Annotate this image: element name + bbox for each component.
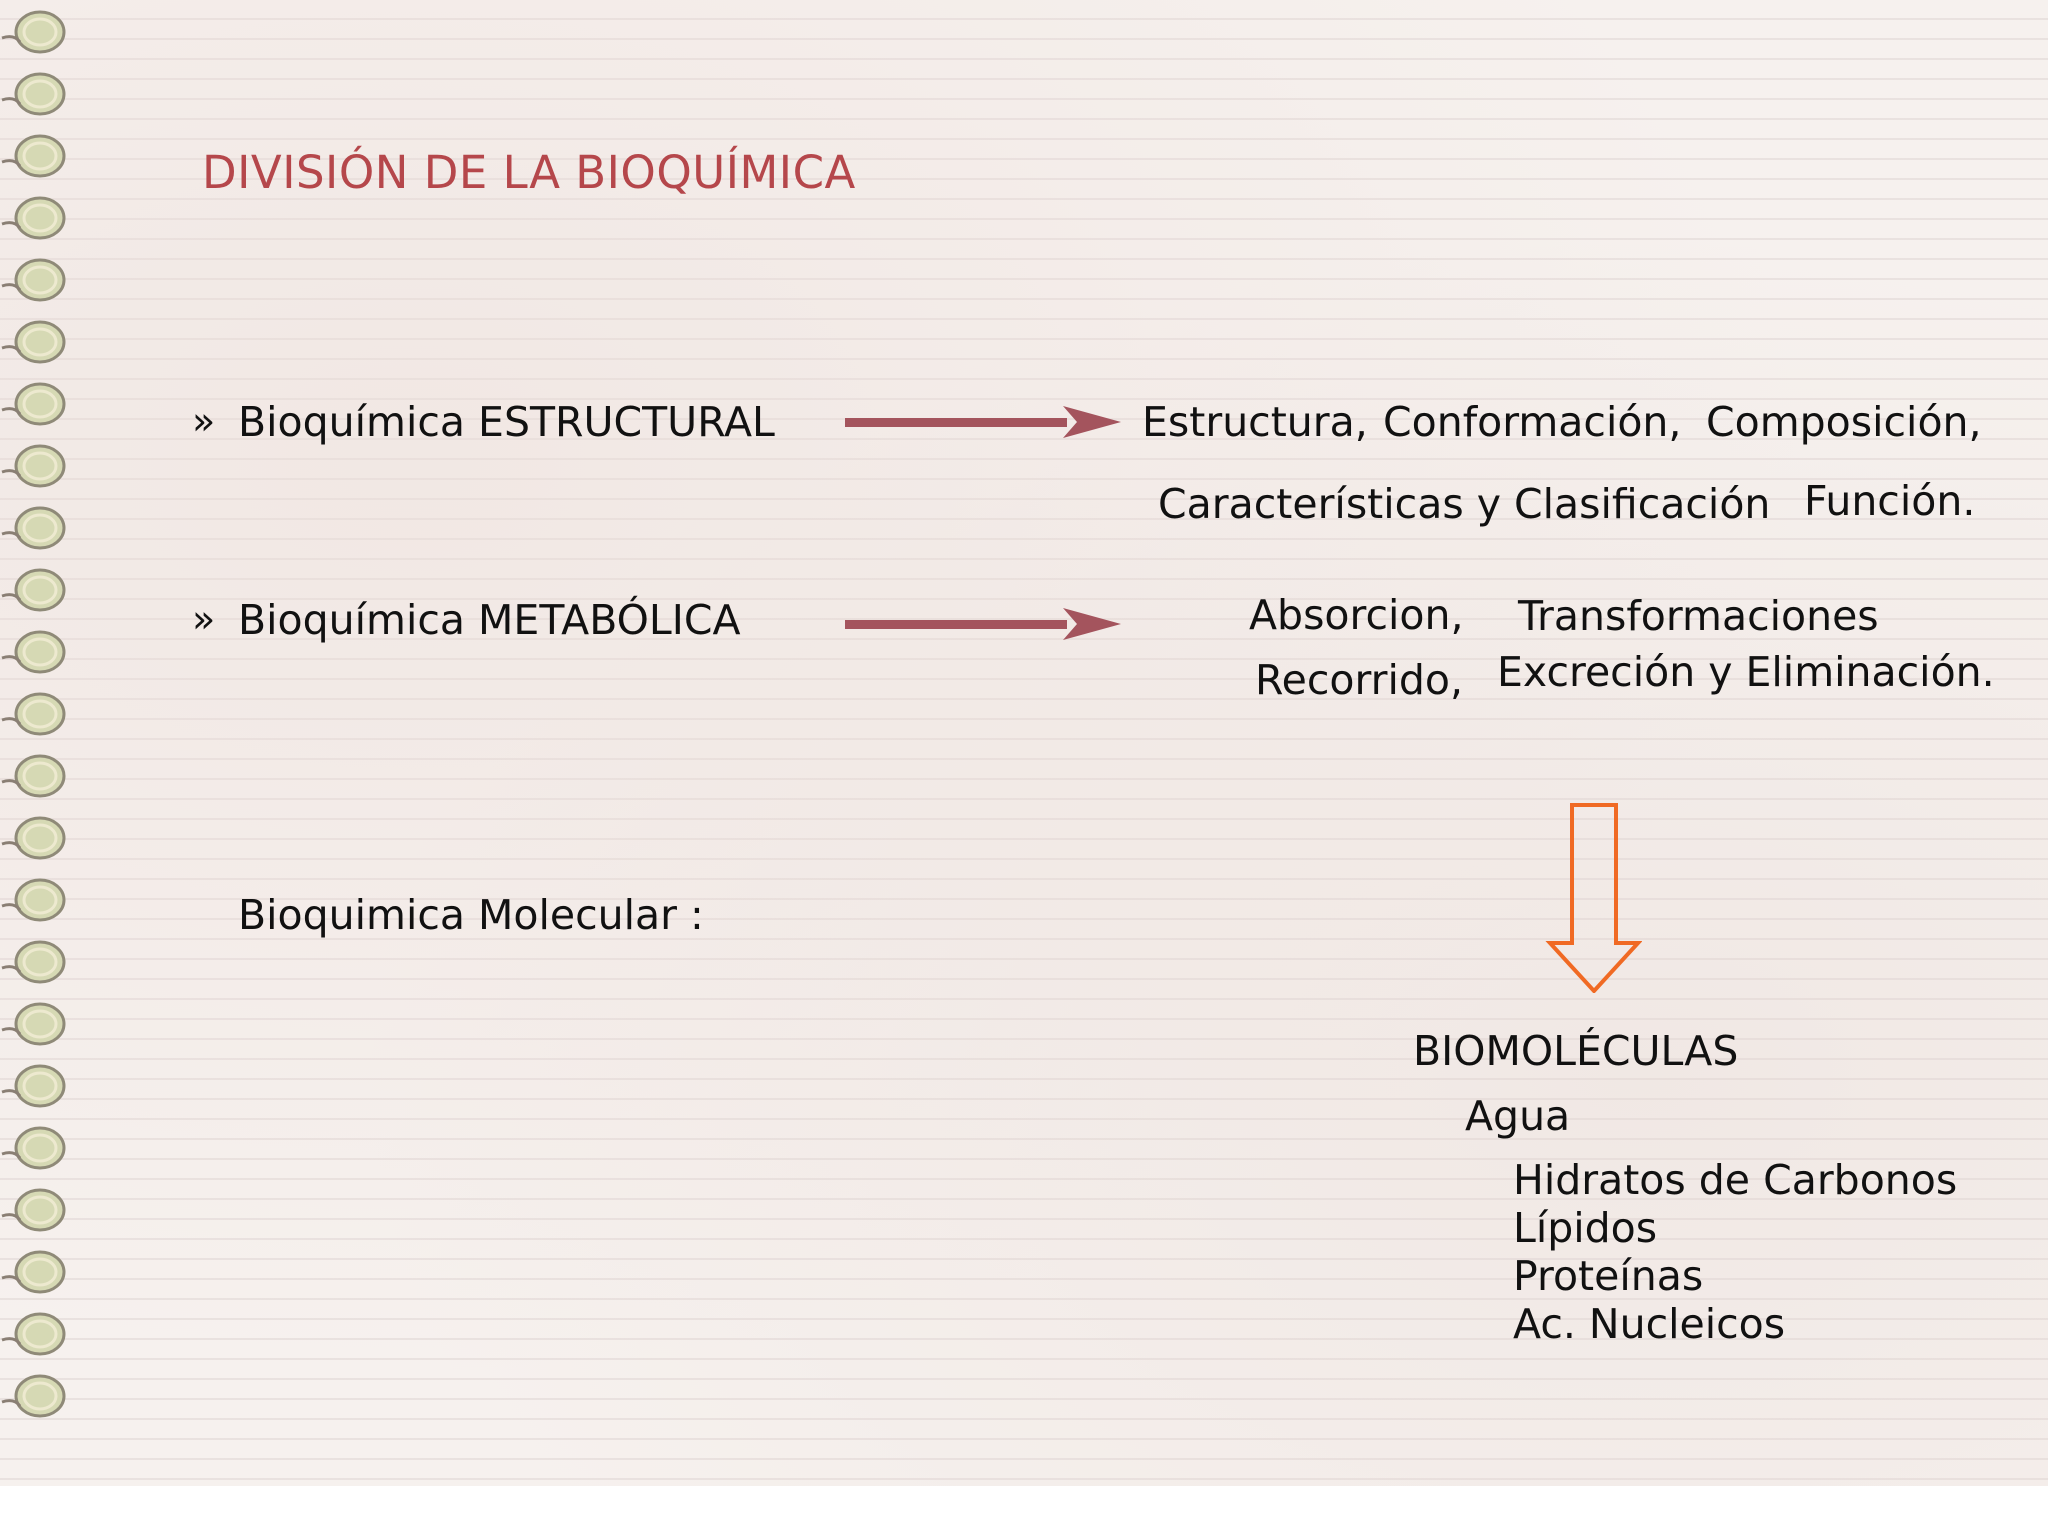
binding-ring-icon bbox=[2, 1314, 64, 1354]
binding-ring-icon bbox=[2, 1376, 64, 1416]
metabolic-item-absorcion: Absorcion, bbox=[1249, 591, 1464, 639]
binding-ring-icon bbox=[2, 570, 64, 610]
down-arrow-icon bbox=[1542, 803, 1642, 993]
binding-ring-icon bbox=[2, 446, 64, 486]
binding-ring-icon bbox=[2, 1004, 64, 1044]
bullet-metabolic: » bbox=[192, 597, 216, 641]
biomolecules-heading: BIOMOLÉCULAS bbox=[1413, 1027, 1739, 1075]
binding-ring-icon bbox=[2, 12, 64, 52]
binding-ring-icon bbox=[2, 1252, 64, 1292]
binding-ring-icon bbox=[2, 1128, 64, 1168]
binding-ring-icon bbox=[2, 632, 64, 672]
binding-ring-icon bbox=[2, 1190, 64, 1230]
structural-item-funcion: Función. bbox=[1804, 477, 1976, 525]
page-title: DIVISIÓN DE LA BIOQUÍMICA bbox=[202, 146, 856, 199]
structural-item-caracteristicas: Características y Clasificación bbox=[1158, 480, 1771, 528]
binding-ring-icon bbox=[2, 74, 64, 114]
notebook-binding bbox=[0, 0, 75, 1486]
biomolecule-agua: Agua bbox=[1465, 1092, 1571, 1140]
binding-ring-icon bbox=[2, 198, 64, 238]
right-arrow-icon bbox=[845, 404, 1125, 440]
binding-ring-icon bbox=[2, 136, 64, 176]
structural-item-composicion: Composición, bbox=[1706, 398, 1982, 446]
binding-ring-icon bbox=[2, 694, 64, 734]
biomolecule-lipidos: Lípidos bbox=[1513, 1204, 1658, 1252]
biomolecule-proteinas: Proteínas bbox=[1513, 1252, 1704, 1300]
binding-ring-icon bbox=[2, 260, 64, 300]
molecular-label: Bioquimica Molecular : bbox=[238, 891, 704, 939]
structural-item-conformacion: Conformación, bbox=[1383, 398, 1682, 446]
binding-ring-icon bbox=[2, 12, 64, 1416]
binding-ring-icon bbox=[2, 384, 64, 424]
biomolecule-hidratos: Hidratos de Carbonos bbox=[1513, 1156, 1958, 1204]
right-arrow-icon bbox=[845, 606, 1125, 642]
binding-ring-icon bbox=[2, 508, 64, 548]
binding-ring-icon bbox=[2, 942, 64, 982]
binding-ring-icon bbox=[2, 818, 64, 858]
bullet-structural: » bbox=[192, 399, 216, 443]
biomolecule-acidos-nucleicos: Ac. Nucleicos bbox=[1513, 1300, 1786, 1348]
binding-ring-icon bbox=[2, 322, 64, 362]
metabolic-item-excrecion: Excreción y Eliminación. bbox=[1497, 648, 1995, 696]
structural-item-estructura: Estructura, bbox=[1142, 398, 1368, 446]
binding-ring-icon bbox=[2, 880, 64, 920]
metabolic-item-recorrido: Recorrido, bbox=[1255, 656, 1464, 704]
binding-ring-icon bbox=[2, 756, 64, 796]
structural-label: Bioquímica ESTRUCTURAL bbox=[238, 398, 775, 446]
page-bottom-margin bbox=[0, 1486, 2048, 1536]
metabolic-item-transformaciones: Transformaciones bbox=[1518, 592, 1879, 640]
binding-ring-icon bbox=[2, 1066, 64, 1106]
metabolic-label: Bioquímica METABÓLICA bbox=[238, 596, 741, 644]
